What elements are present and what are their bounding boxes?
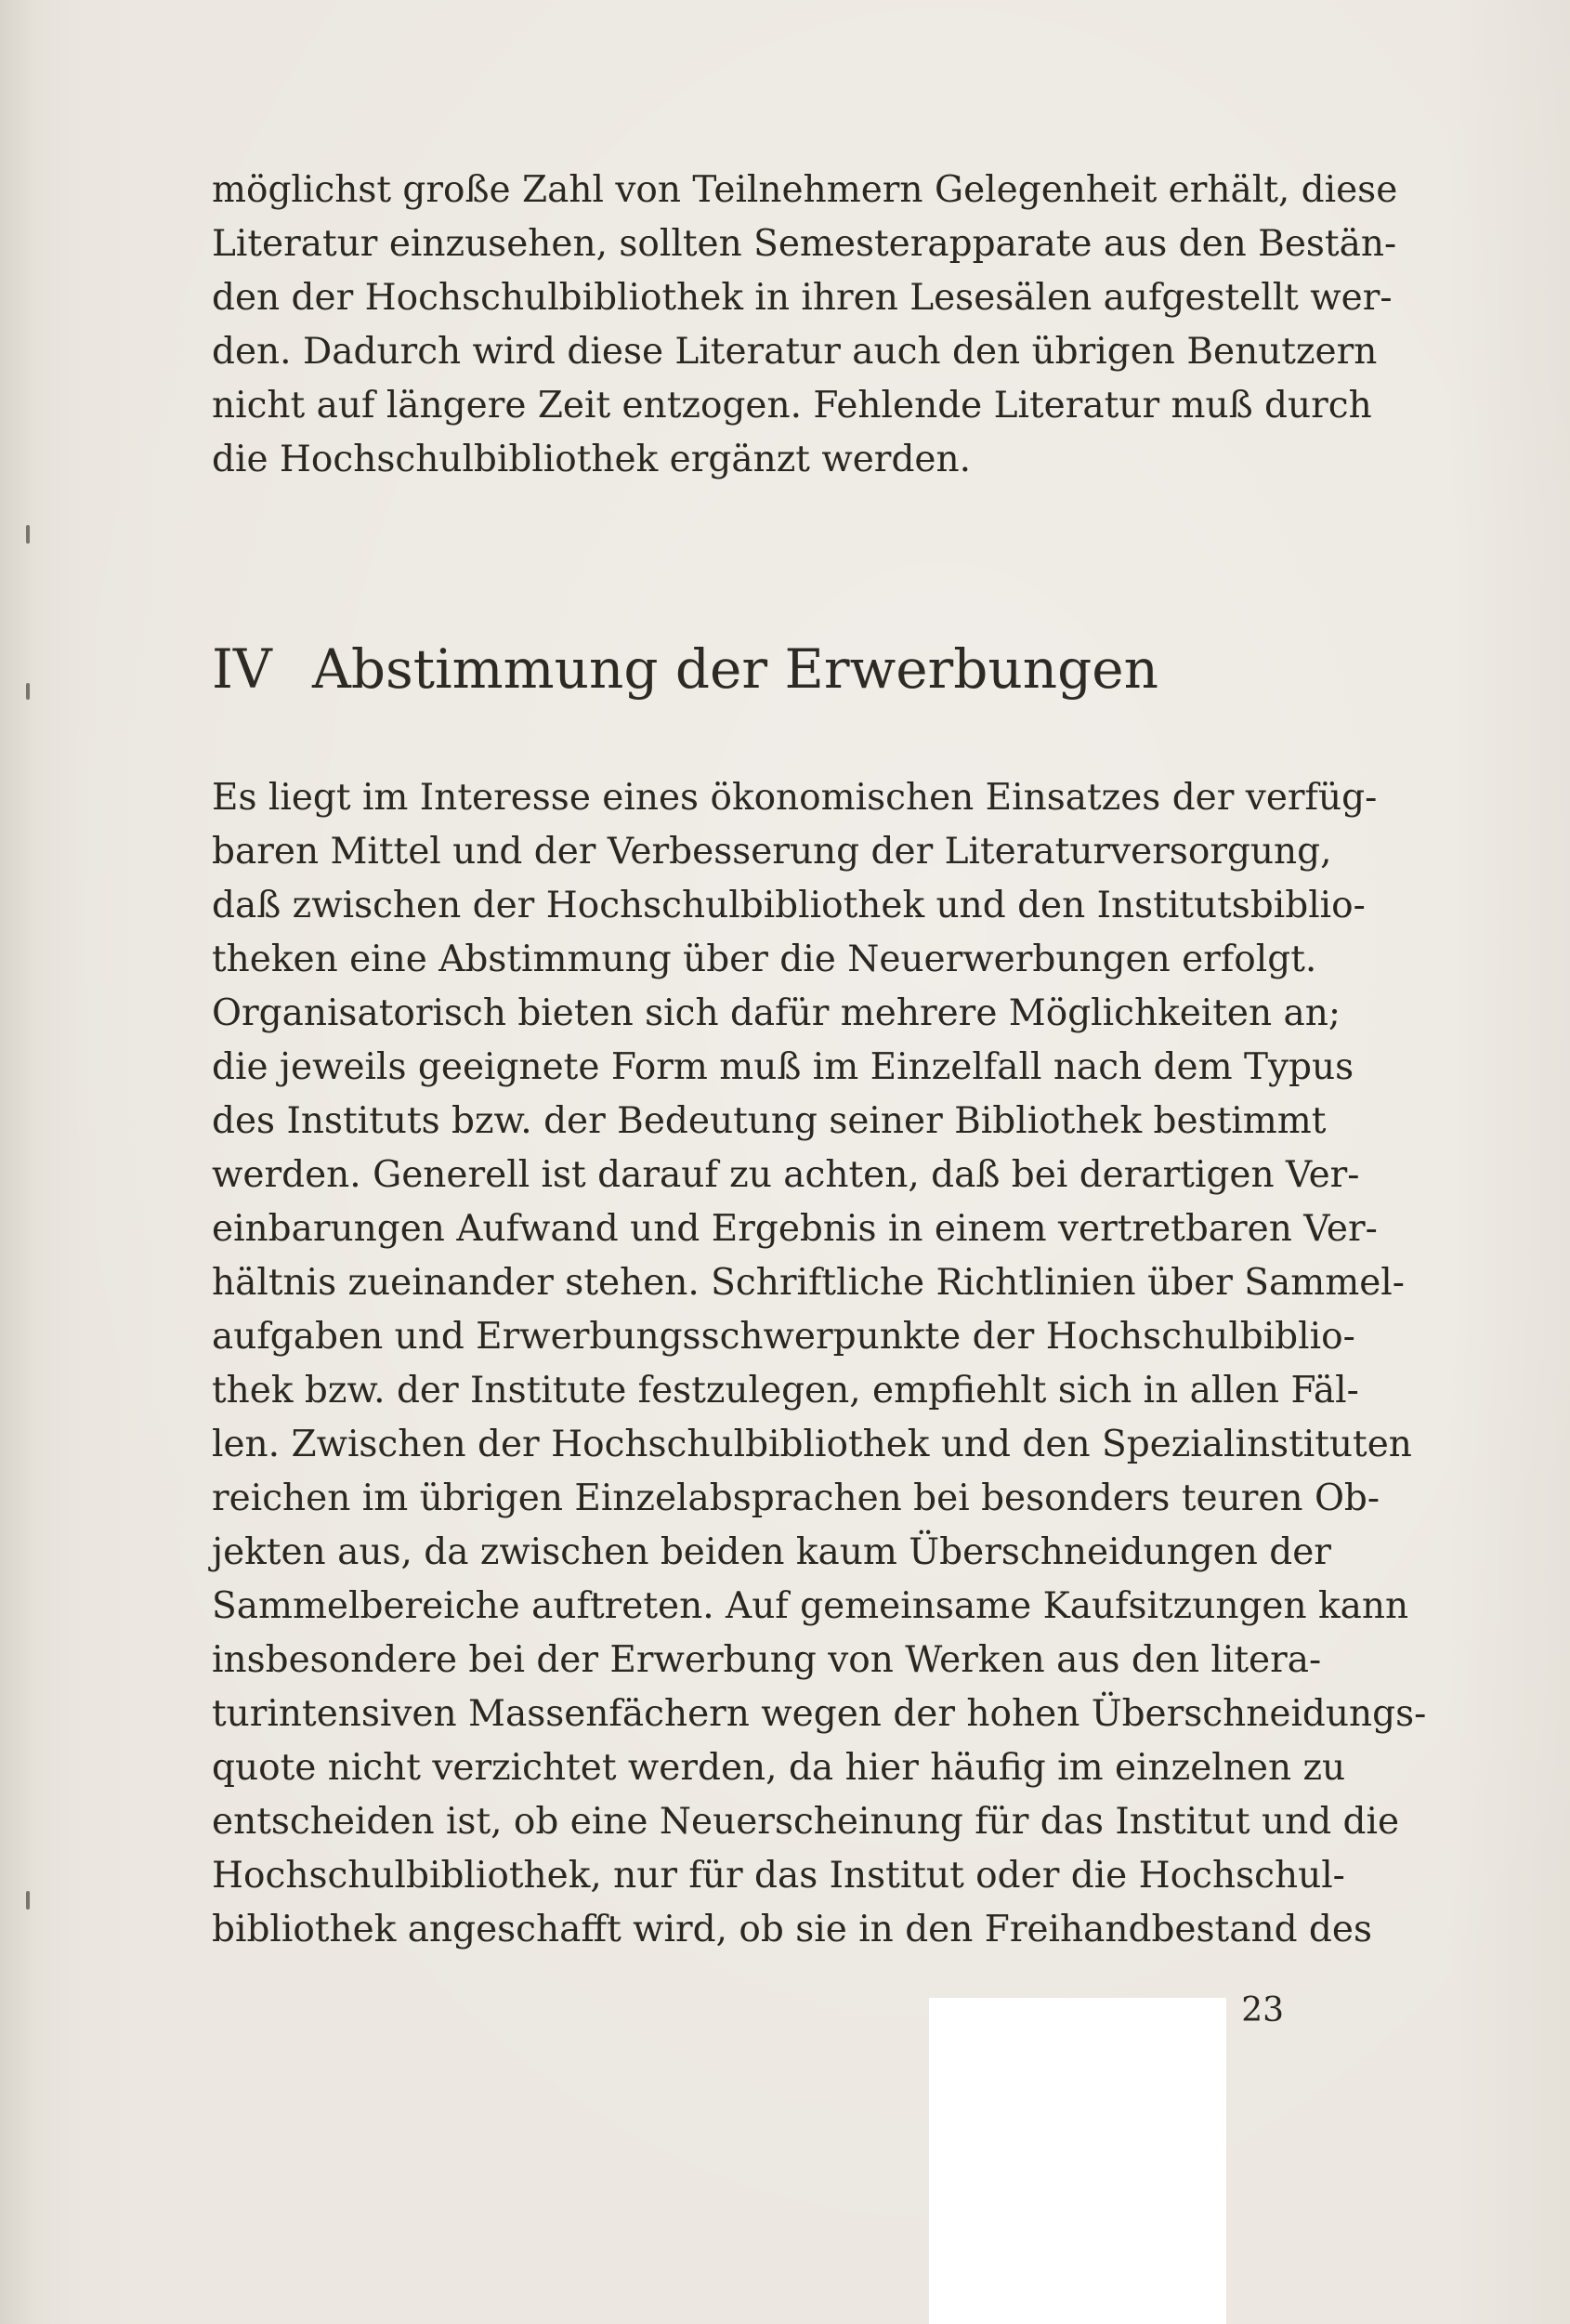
redaction-block bbox=[929, 1998, 1226, 2324]
text-line: aufgaben und Erwerbungsschwerpunkte der Hochschulbiblio- bbox=[212, 1316, 1355, 1358]
text-line: den. Dadurch wird diese Literatur auch den übrigen Benutzern bbox=[212, 331, 1378, 373]
text-line: Hochschulbibliothek, nur für das Institut oder die Hochschul- bbox=[212, 1855, 1345, 1897]
text-line: Es liegt im Interesse eines ökonomischen Einsatzes der verfüg- bbox=[212, 777, 1378, 819]
text-line: quote nicht verzichtet werden, da hier häufig im einzelnen zu bbox=[212, 1747, 1346, 1789]
text-line: einbarungen Aufwand und Ergebnis in einem vertretbaren Ver- bbox=[212, 1208, 1378, 1250]
binding-mark bbox=[26, 683, 30, 700]
text-line: hältnis zueinander stehen. Schriftliche Richtlinien über Sammel- bbox=[212, 1262, 1405, 1304]
text-line: Organisatorisch bieten sich dafür mehrere Möglichkeiten an; bbox=[212, 992, 1341, 1034]
page-number: 23 bbox=[1241, 1991, 1284, 2029]
text-line: den der Hochschulbibliothek in ihren Lesesälen aufgestellt wer- bbox=[212, 277, 1393, 319]
text-line: theken eine Abstimmung über die Neuerwerbungen erfolgt. bbox=[212, 939, 1317, 980]
text-line: daß zwischen der Hochschulbibliothek und den Institutsbiblio- bbox=[212, 885, 1366, 926]
section-number: IV bbox=[212, 637, 272, 701]
text-line: thek bzw. der Institute festzulegen, empfiehlt sich in allen Fäl- bbox=[212, 1370, 1359, 1411]
text-line: bibliothek angeschafft wird, ob sie in den Freihandbestand des bbox=[212, 1909, 1372, 1950]
text-line: len. Zwischen der Hochschulbibliothek und den Spezialinstituten bbox=[212, 1424, 1412, 1465]
section-heading bbox=[212, 632, 1158, 706]
text-line: entscheiden ist, ob eine Neuerscheinung für das Institut und die bbox=[212, 1801, 1400, 1843]
text-line: werden. Generell ist darauf zu achten, daß bei derartigen Ver- bbox=[212, 1154, 1360, 1196]
section-title: Abstimmung der Erwerbungen bbox=[312, 637, 1158, 701]
text-line: die jeweils geeignete Form muß im Einzelfall nach dem Typus bbox=[212, 1046, 1354, 1088]
text-line: reichen im übrigen Einzelabsprachen bei besonders teuren Ob- bbox=[212, 1477, 1380, 1519]
text-line: Sammelbereiche auftreten. Auf gemeinsame Kaufsitzungen kann bbox=[212, 1585, 1409, 1627]
text-line: des Instituts bzw. der Bedeutung seiner Bibliothek bestimmt bbox=[212, 1100, 1327, 1142]
text-line: die Hochschulbibliothek ergänzt werden. bbox=[212, 439, 972, 480]
text-line: nicht auf längere Zeit entzogen. Fehlende Literatur muß durch bbox=[212, 385, 1372, 427]
binding-mark bbox=[26, 1891, 30, 1910]
text-line: möglichst große Zahl von Teilnehmern Gelegenheit erhält, diese bbox=[212, 169, 1398, 211]
text-line: turintensiven Massenfächern wegen der hohen Überschneidungs- bbox=[212, 1693, 1427, 1735]
text-line: jekten aus, da zwischen beiden kaum Überschneidungen der bbox=[212, 1531, 1331, 1573]
text-line: insbesondere bei der Erwerbung von Werken aus den litera- bbox=[212, 1639, 1322, 1681]
text-line: baren Mittel und der Verbesserung der Literaturversorgung, bbox=[212, 831, 1332, 873]
text-line: Literatur einzusehen, sollten Semesterapparate aus den Bestän- bbox=[212, 223, 1397, 265]
binding-mark bbox=[26, 525, 30, 544]
